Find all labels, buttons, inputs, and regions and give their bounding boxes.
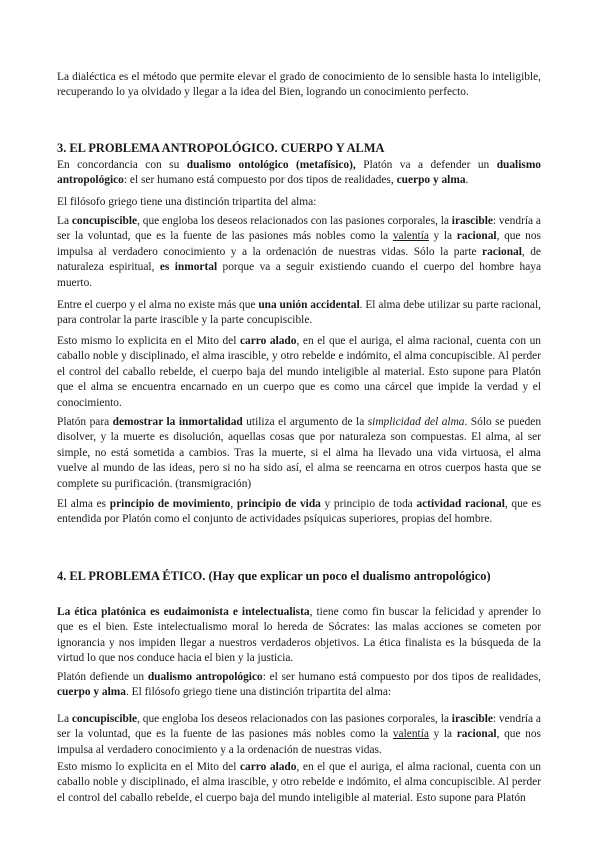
intro-paragraph: La dialéctica es el método que permite elevar el grado de conocimiento de lo sensible hasta lo inteligible, recuperando lo ya olvidado y llegar a la idea del Bien, logrando un conocimiento perfecto. [57,71,541,99]
section-4-heading: 4. EL PROBLEMA ÉTICO. (Hay que explicar un poco el dualismo antropológico) [57,569,491,583]
s3-paragraph-4: Entre el cuerpo y el alma no existe más que una unión accidental. El alma debe utilizar su parte racional, para controlar la parte irascible y la parte concupiscible. [57,299,541,327]
s4-paragraph-3: La concupiscible, que engloba los deseos relacionados con las pasiones corporales, la irascible: vendría a ser la voluntad, que es la fuente de las pasiones más nobles como la valentía y la racional, que nos impulsa al verdadero conocimiento y a la ordenación de nuestras vidas. [57,713,541,756]
s3-paragraph-6: Platón para demostrar la inmortalidad utiliza el argumento de la simplicidad del alma. Sólo se pueden disolver, y la muerte es disolución, aquellas cosas que por naturaleza son compuestas. El alma, al ser simple, no está sometida a cambios. Tras la muerte, si el alma ha llevado una vida virtuosa, el alma vuelve al mundo de las ideas, pero si no ha sido así, el alma se reencarna en otros cuerpos hasta que se complete su purificación. (transmigración) [57,416,542,490]
s3-paragraph-3: La concupiscible, que engloba los deseos relacionados con las pasiones corporales, la irascible: vendría a ser la voluntad, que es la fuente de las pasiones más nobles como la valentía y la racional, que nos impulsa al verdadero conocimiento y a la ordenación de nuestras vidas. Sólo la parte racional, de naturaleza espiritual, es inmortal porque va a seguir existiendo cuando el cuerpo del hombre haya muerto. [57,215,542,289]
s3-paragraph-1: En concordancia con su dualismo ontológico (metafísico), Platón va a defender un dualismo antropológico: el ser humano está compuesto por dos tipos de realidades, cuerpo y alma. [57,159,541,187]
s3-paragraph-7: El alma es principio de movimiento, principio de vida y principio de toda actividad racional, que es entendida por Platón como el conjunto de actividades psíquicas superiores, propias del hombre. [57,498,541,526]
section-3-heading: 3. EL PROBLEMA ANTROPOLÓGICO. CUERPO Y ALMA [57,141,385,155]
s4-paragraph-4: Esto mismo lo explicita en el Mito del carro alado, en el que el auriga, el alma racional, cuenta con un caballo noble y disciplinado, el alma irascible, y otro rebelde e indómito, el alma concupiscible. Al perder el control del caballo rebelde, el cuerpo baja del mundo inteligible al material. Esto supone para Platón [57,761,541,804]
s4-paragraph-1: La ética platónica es eudaimonista e intelectualista, tiene como fin buscar la felicidad y aprender lo que es el bien. Este intelectualismo moral lo hereda de Sócrates: las malas acciones se cometen por ignorancia y nos impiden llegar a nuestros verdaderos objetivos. La ética finalista es la búsqueda de la virtud lo que nos conduce hacia el bien y la justicia. [57,606,542,665]
s3-paragraph-5: Esto mismo lo explicita en el Mito del carro alado, en el que el auriga, el alma racional, cuenta con un caballo noble y disciplinado, el alma irascible, y otro rebelde e indómito, el alma concupiscible. Al perder el control del caballo rebelde, el cuerpo baja del mundo inteligible al material. Esto supone para Platón que el alma se encuentra encarnado en un cuerpo que es como una cárcel que impide la verdad y el conocimiento. [57,335,541,409]
s3-paragraph-2: El filósofo griego tiene una distinción tripartita del alma: [57,196,317,208]
s4-paragraph-2: Platón defiende un dualismo antropológico: el ser humano está compuesto por dos tipos de realidades, cuerpo y alma. El filósofo griego tiene una distinción tripartita del alma: [57,671,542,699]
